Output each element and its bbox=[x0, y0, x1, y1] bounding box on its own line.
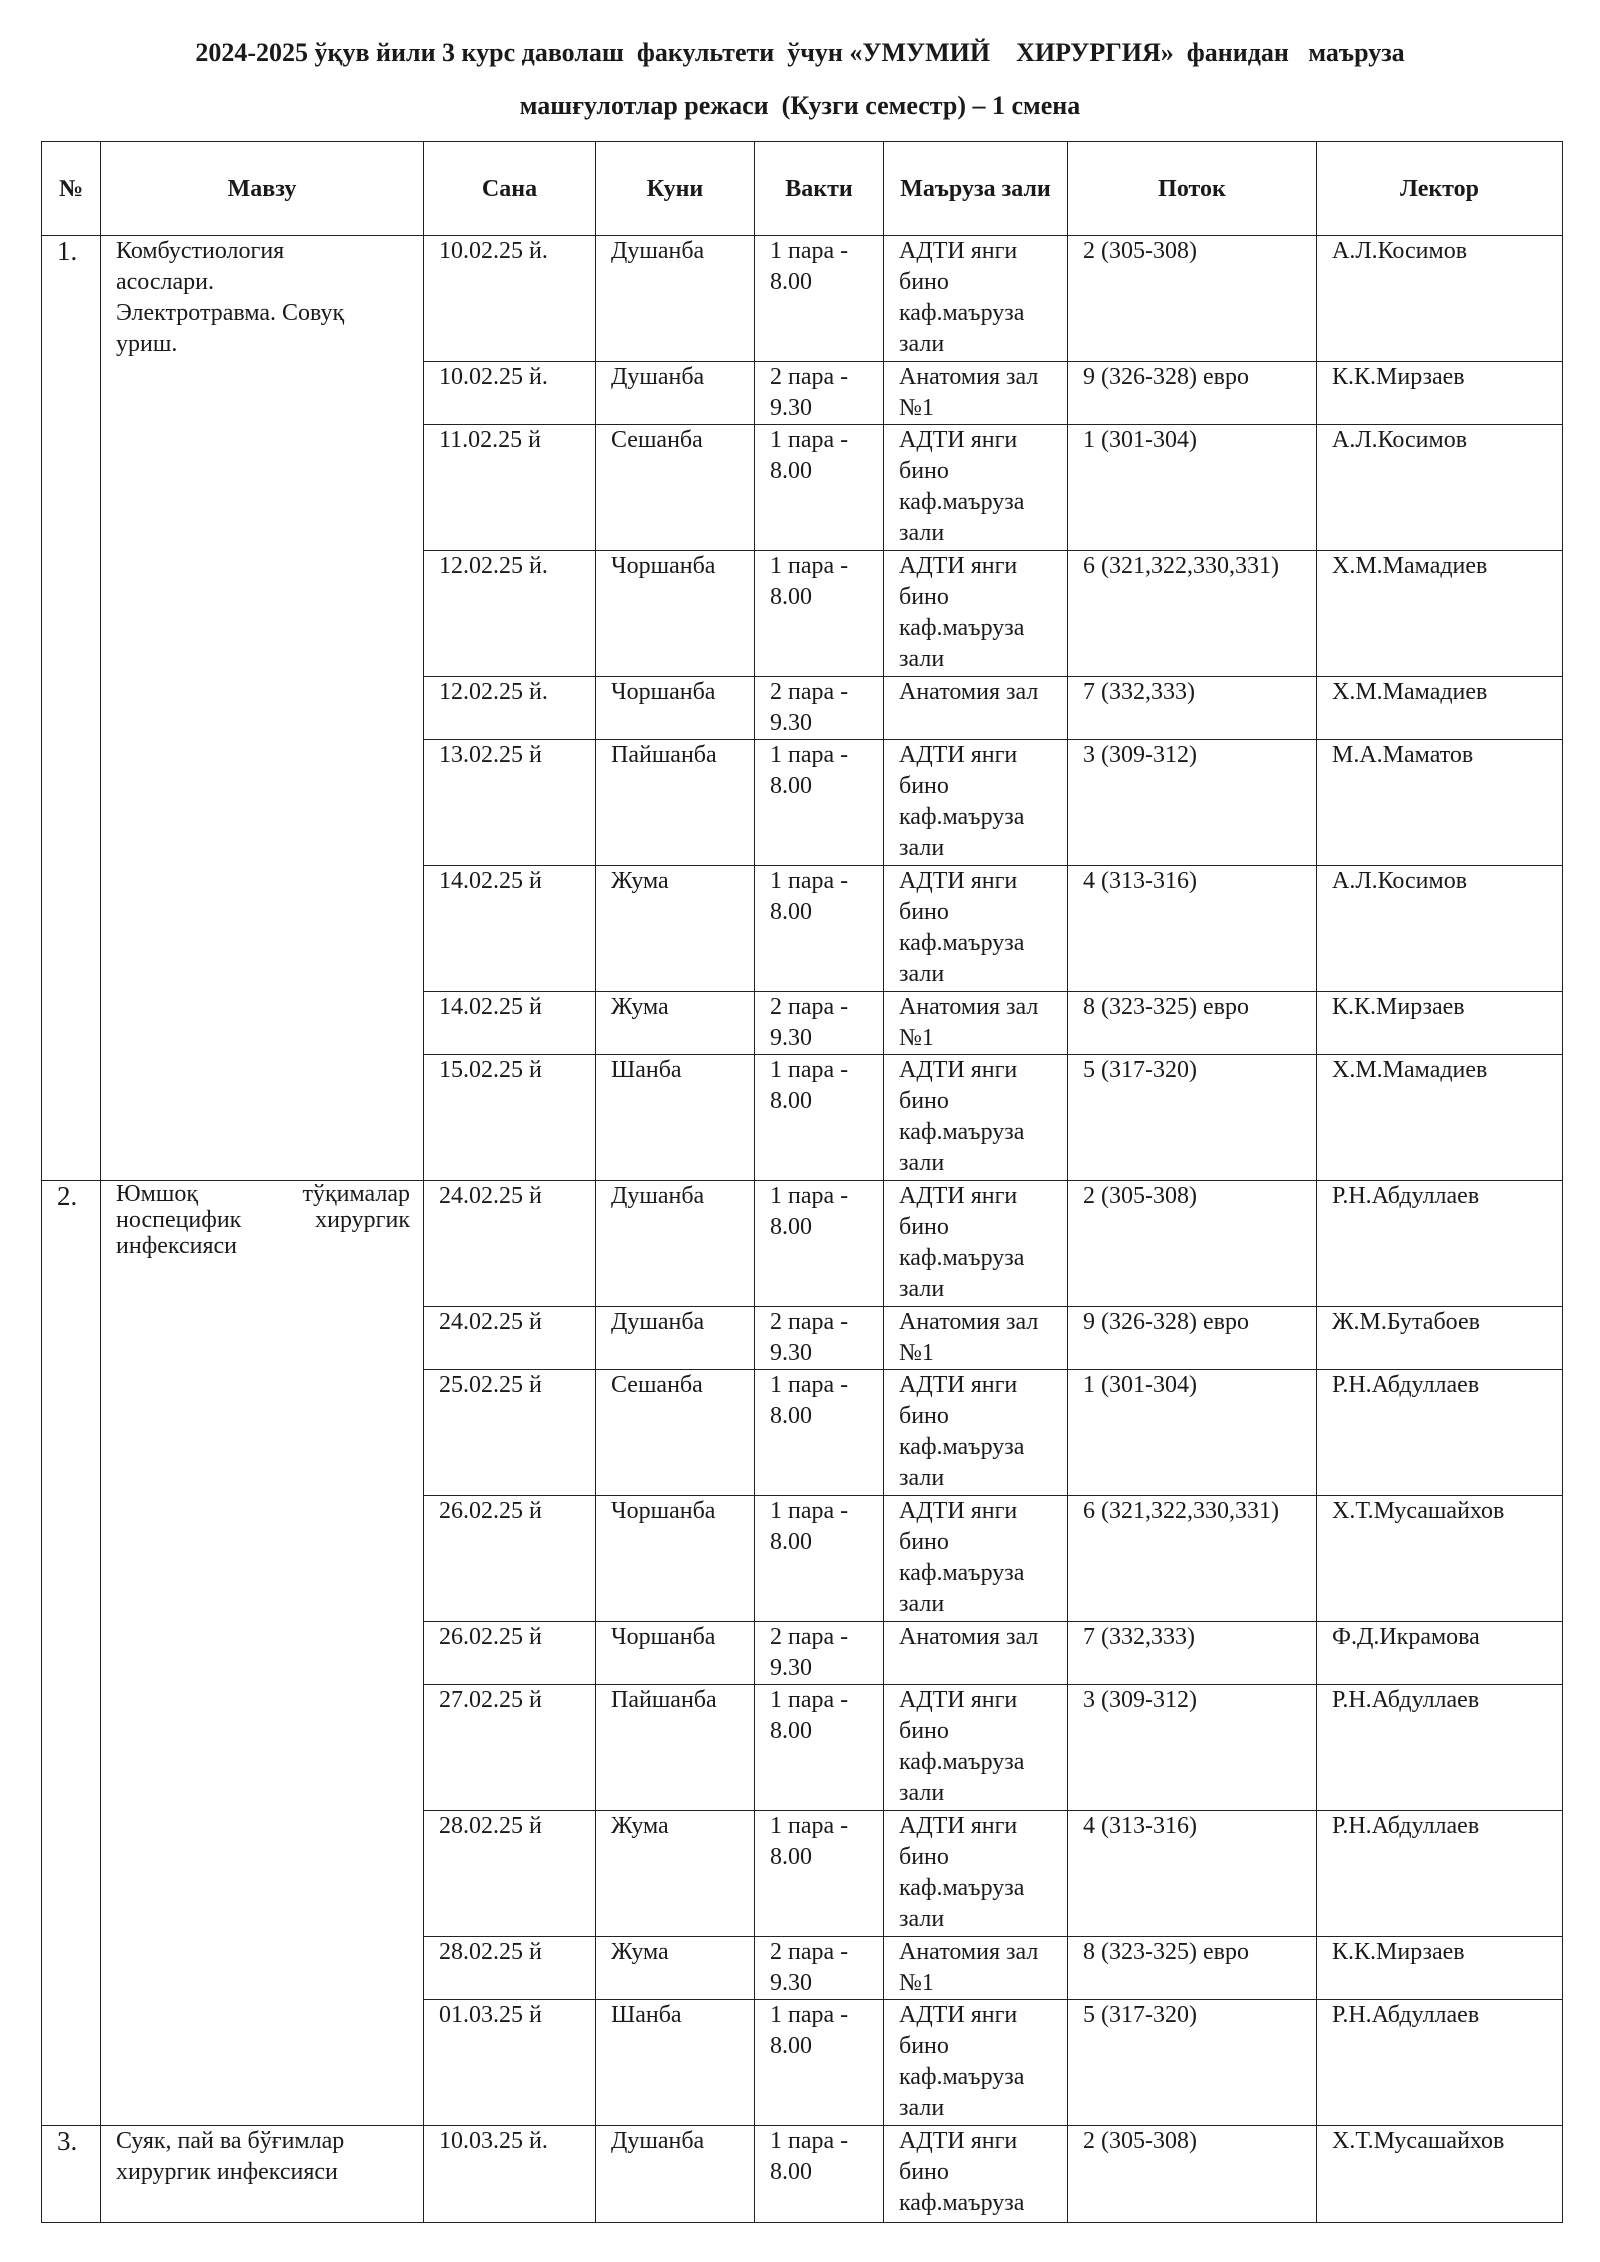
session-day: Душанба bbox=[596, 2126, 755, 2223]
session-time: 1 пара - 8.00 bbox=[755, 1811, 884, 1937]
topic-title bbox=[101, 2126, 424, 2223]
session-hall: АДТИ янги бино каф.маъруза зали bbox=[884, 1496, 1068, 1622]
session-lecturer: М.А.Маматов bbox=[1317, 740, 1563, 866]
table-row bbox=[42, 236, 1563, 362]
session-day: Жума bbox=[596, 866, 755, 992]
session-date: 28.02.25 й bbox=[424, 1937, 596, 2000]
topic-title-line: Юмшоқ тўқималар bbox=[116, 1181, 410, 1207]
session-stream: 7 (332,333) bbox=[1068, 1622, 1317, 1685]
lecture-schedule-table bbox=[41, 141, 1563, 2223]
session-date: 11.02.25 й bbox=[424, 425, 596, 551]
session-lecturer: К.К.Мирзаев bbox=[1317, 992, 1563, 1055]
session-lecturer: Р.Н.Абдуллаев bbox=[1317, 1181, 1563, 1307]
session-hall: АДТИ янги бино каф.маъруза bbox=[884, 2126, 1068, 2223]
topic-title-line: уриш. bbox=[116, 331, 178, 357]
session-hall: АДТИ янги бино каф.маъруза зали bbox=[884, 1811, 1068, 1937]
session-stream: 1 (301-304) bbox=[1068, 425, 1317, 551]
session-date: 12.02.25 й. bbox=[424, 551, 596, 677]
header-stream: Поток bbox=[1068, 142, 1317, 236]
session-day: Пайшанба bbox=[596, 1685, 755, 1811]
session-day: Жума bbox=[596, 1937, 755, 2000]
session-stream: 8 (323-325) евро bbox=[1068, 992, 1317, 1055]
header-date: Сана bbox=[424, 142, 596, 236]
session-hall: Анатомия зал bbox=[884, 1622, 1068, 1685]
session-stream: 2 (305-308) bbox=[1068, 2126, 1317, 2223]
session-day: Чоршанба bbox=[596, 1622, 755, 1685]
document-title-line-1: 2024-2025 ўқув йили 3 курс даволаш факультети ўчун «УМУМИЙ ХИРУРГИЯ» фанидан маъруза bbox=[195, 38, 1405, 67]
session-date: 26.02.25 й bbox=[424, 1496, 596, 1622]
session-stream: 6 (321,322,330,331) bbox=[1068, 1496, 1317, 1622]
session-lecturer: Р.Н.Абдуллаев bbox=[1317, 1811, 1563, 1937]
header-time: Вакти bbox=[755, 142, 884, 236]
session-day: Шанба bbox=[596, 1055, 755, 1181]
session-time: 1 пара - 8.00 bbox=[755, 236, 884, 362]
session-hall: АДТИ янги бино каф.маъруза зали bbox=[884, 236, 1068, 362]
header-number: № bbox=[42, 142, 101, 236]
session-time: 2 пара - 9.30 bbox=[755, 362, 884, 425]
session-stream: 3 (309-312) bbox=[1068, 1685, 1317, 1811]
session-lecturer: А.Л.Косимов bbox=[1317, 866, 1563, 992]
session-lecturer: Х.Т.Мусашайхов bbox=[1317, 2126, 1563, 2223]
session-lecturer: Ж.М.Бутабоев bbox=[1317, 1307, 1563, 1370]
session-time: 1 пара - 8.00 bbox=[755, 866, 884, 992]
session-time: 1 пара - 8.00 bbox=[755, 1685, 884, 1811]
session-hall: Анатомия зал №1 bbox=[884, 1307, 1068, 1370]
session-stream: 5 (317-320) bbox=[1068, 1055, 1317, 1181]
schedule-body bbox=[42, 236, 1563, 2223]
session-hall: АДТИ янги бино каф.маъруза зали bbox=[884, 740, 1068, 866]
session-time: 1 пара - 8.00 bbox=[755, 425, 884, 551]
session-lecturer: А.Л.Косимов bbox=[1317, 236, 1563, 362]
session-hall: АДТИ янги бино каф.маъруза зали bbox=[884, 1055, 1068, 1181]
session-lecturer: Х.М.Мамадиев bbox=[1317, 1055, 1563, 1181]
session-stream: 2 (305-308) bbox=[1068, 1181, 1317, 1307]
topic-title-line: Электротравма. Совуқ bbox=[116, 300, 345, 326]
session-day: Чоршанба bbox=[596, 551, 755, 677]
session-lecturer: Х.Т.Мусашайхов bbox=[1317, 1496, 1563, 1622]
session-lecturer: Р.Н.Абдуллаев bbox=[1317, 1685, 1563, 1811]
session-day: Пайшанба bbox=[596, 740, 755, 866]
session-time: 2 пара - 9.30 bbox=[755, 992, 884, 1055]
session-day: Чоршанба bbox=[596, 1496, 755, 1622]
session-stream: 7 (332,333) bbox=[1068, 677, 1317, 740]
session-date: 10.02.25 й. bbox=[424, 236, 596, 362]
session-time: 1 пара - 8.00 bbox=[755, 1370, 884, 1496]
session-day: Душанба bbox=[596, 236, 755, 362]
topic-number: 2. bbox=[42, 1181, 101, 2126]
session-date: 14.02.25 й bbox=[424, 866, 596, 992]
topic-title-line: хирургик инфексияси bbox=[116, 2159, 338, 2185]
session-hall: АДТИ янги бино каф.маъруза зали bbox=[884, 866, 1068, 992]
topic-title-line: инфексияси bbox=[116, 1233, 237, 1259]
session-time: 1 пара - 8.00 bbox=[755, 1055, 884, 1181]
session-date: 12.02.25 й. bbox=[424, 677, 596, 740]
session-day: Душанба bbox=[596, 1307, 755, 1370]
session-time: 1 пара - 8.00 bbox=[755, 1496, 884, 1622]
session-stream: 9 (326-328) евро bbox=[1068, 1307, 1317, 1370]
session-lecturer: Х.М.Мамадиев bbox=[1317, 677, 1563, 740]
session-time: 1 пара - 8.00 bbox=[755, 551, 884, 677]
session-stream: 1 (301-304) bbox=[1068, 1370, 1317, 1496]
session-day: Душанба bbox=[596, 1181, 755, 1307]
session-date: 24.02.25 й bbox=[424, 1307, 596, 1370]
topic-title bbox=[101, 1181, 424, 2126]
session-hall: Анатомия зал №1 bbox=[884, 362, 1068, 425]
session-hall: Анатомия зал №1 bbox=[884, 1937, 1068, 2000]
header-lecturer: Лектор bbox=[1317, 142, 1563, 236]
document-title-line-2: машғулотлар режаси (Кузги семестр) – 1 смена bbox=[519, 91, 1081, 120]
session-time: 1 пара - 8.00 bbox=[755, 740, 884, 866]
topic-title-line: носпецифик хирургик bbox=[116, 1207, 410, 1233]
table-row bbox=[42, 2126, 1563, 2223]
table-row bbox=[42, 1181, 1563, 1307]
session-date: 14.02.25 й bbox=[424, 992, 596, 1055]
session-time: 1 пара - 8.00 bbox=[755, 2000, 884, 2126]
session-time: 2 пара - 9.30 bbox=[755, 1622, 884, 1685]
session-stream: 3 (309-312) bbox=[1068, 740, 1317, 866]
session-lecturer: Х.М.Мамадиев bbox=[1317, 551, 1563, 677]
session-time: 1 пара - 8.00 bbox=[755, 2126, 884, 2223]
header-topic: Мавзу bbox=[101, 142, 424, 236]
session-date: 10.03.25 й. bbox=[424, 2126, 596, 2223]
session-hall: АДТИ янги бино каф.маъруза зали bbox=[884, 425, 1068, 551]
session-lecturer: А.Л.Косимов bbox=[1317, 425, 1563, 551]
topic-number: 1. bbox=[42, 236, 101, 1181]
topic-title-line: Суяк, пай ва бўғимлар bbox=[116, 2128, 345, 2154]
session-day: Чоршанба bbox=[596, 677, 755, 740]
session-lecturer: К.К.Мирзаев bbox=[1317, 1937, 1563, 2000]
session-hall: АДТИ янги бино каф.маъруза зали bbox=[884, 2000, 1068, 2126]
session-hall: Анатомия зал №1 bbox=[884, 992, 1068, 1055]
session-time: 2 пара - 9.30 bbox=[755, 677, 884, 740]
topic-number: 3. bbox=[42, 2126, 101, 2223]
session-day: Жума bbox=[596, 1811, 755, 1937]
session-stream: 4 (313-316) bbox=[1068, 1811, 1317, 1937]
session-day: Сешанба bbox=[596, 1370, 755, 1496]
table-header-row bbox=[42, 142, 1563, 236]
session-day: Душанба bbox=[596, 362, 755, 425]
session-stream: 4 (313-316) bbox=[1068, 866, 1317, 992]
session-lecturer: Р.Н.Абдуллаев bbox=[1317, 1370, 1563, 1496]
session-date: 15.02.25 й bbox=[424, 1055, 596, 1181]
topic-title bbox=[101, 236, 424, 1181]
session-date: 13.02.25 й bbox=[424, 740, 596, 866]
session-hall: АДТИ янги бино каф.маъруза зали bbox=[884, 1370, 1068, 1496]
session-day: Шанба bbox=[596, 2000, 755, 2126]
session-date: 26.02.25 й bbox=[424, 1622, 596, 1685]
session-day: Сешанба bbox=[596, 425, 755, 551]
header-lecture-hall: Маъруза зали bbox=[884, 142, 1068, 236]
topic-title-line: Комбустиология bbox=[116, 238, 285, 264]
topic-title-line: асослари. bbox=[116, 269, 215, 295]
session-date: 25.02.25 й bbox=[424, 1370, 596, 1496]
session-date: 27.02.25 й bbox=[424, 1685, 596, 1811]
session-lecturer: К.К.Мирзаев bbox=[1317, 362, 1563, 425]
session-date: 24.02.25 й bbox=[424, 1181, 596, 1307]
session-hall: АДТИ янги бино каф.маъруза зали bbox=[884, 1685, 1068, 1811]
session-date: 28.02.25 й bbox=[424, 1811, 596, 1937]
session-stream: 5 (317-320) bbox=[1068, 2000, 1317, 2126]
header-day: Куни bbox=[596, 142, 755, 236]
session-date: 10.02.25 й. bbox=[424, 362, 596, 425]
session-time: 2 пара - 9.30 bbox=[755, 1937, 884, 2000]
session-day: Жума bbox=[596, 992, 755, 1055]
session-stream: 9 (326-328) евро bbox=[1068, 362, 1317, 425]
session-hall: Анатомия зал bbox=[884, 677, 1068, 740]
session-hall: АДТИ янги бино каф.маъруза зали bbox=[884, 551, 1068, 677]
session-date: 01.03.25 й bbox=[424, 2000, 596, 2126]
session-lecturer: Р.Н.Абдуллаев bbox=[1317, 2000, 1563, 2126]
session-stream: 6 (321,322,330,331) bbox=[1068, 551, 1317, 677]
session-stream: 8 (323-325) евро bbox=[1068, 1937, 1317, 2000]
session-hall: АДТИ янги бино каф.маъруза зали bbox=[884, 1181, 1068, 1307]
session-time: 1 пара - 8.00 bbox=[755, 1181, 884, 1307]
session-stream: 2 (305-308) bbox=[1068, 236, 1317, 362]
session-time: 2 пара - 9.30 bbox=[755, 1307, 884, 1370]
session-lecturer: Ф.Д.Икрамова bbox=[1317, 1622, 1563, 1685]
